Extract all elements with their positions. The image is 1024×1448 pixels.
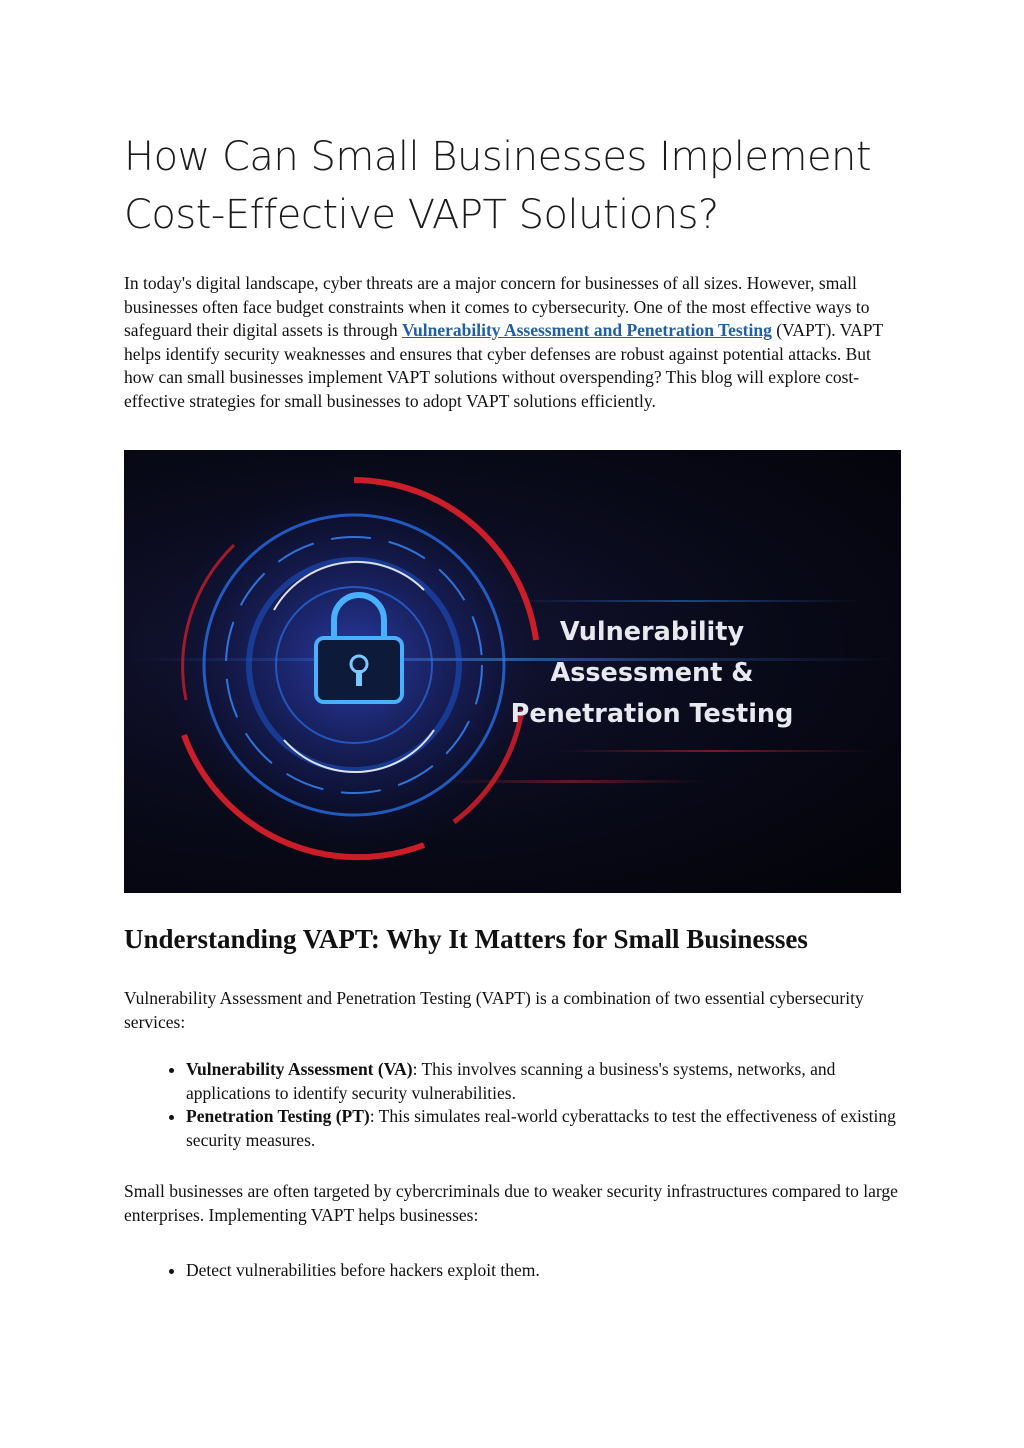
list-item-text: : This involves scanning a business's systems, networks, and applications to identify security vulnerabilities. [186, 1059, 836, 1103]
list-item [186, 1105, 904, 1152]
intro-text-after: (VAPT). VAPT helps identify security weaknesses and ensures that cyber defenses are robust against potential attacks. But how can small businesses implement VAPT solutions without overspending? This blog will explore cost-effective strategies for small businesses to adopt VAPT solutions efficiently. [124, 320, 883, 411]
vapt-link[interactable]: Vulnerability Assessment and Penetration Testing [402, 320, 772, 340]
section-heading: Understanding VAPT: Why It Matters for Small Businesses [124, 924, 808, 954]
section-paragraph-2: Small businesses are often targeted by cybercriminals due to weaker security infrastructures compared to large enterprises. Implementing VAPT helps businesses: [124, 1181, 898, 1225]
list-item-term: Vulnerability Assessment (VA) [186, 1059, 413, 1079]
list-item: • Detect vulnerabilities before hackers exploit them. [186, 1259, 904, 1283]
hero-caption-line1: Vulnerability [559, 617, 745, 647]
hero-image [124, 450, 901, 893]
list-item-text: : This simulates real-world cyberattacks to test the effectiveness of existing security measures. [186, 1106, 896, 1150]
hero-caption-line2: Assessment & [550, 658, 754, 688]
intro-text-before: In today's digital landscape, cyber threats are a major concern for businesses of all sizes. However, small businesses often face budget constraints when it comes to cybersecurity. One of the most effective ways to safeguard their digital assets is through [124, 273, 870, 340]
benefits-list [124, 1259, 904, 1283]
document-content [124, 128, 904, 1283]
list-item-term: Penetration Testing (PT) [186, 1106, 370, 1126]
services-list [124, 1058, 904, 1152]
hero-caption [502, 612, 802, 735]
page-title: How Can Small Businesses Implement Cost-Effective VAPT Solutions? [124, 134, 872, 238]
hero-caption-line3: Penetration Testing [510, 699, 794, 729]
list-item [186, 1058, 904, 1105]
intro-paragraph [124, 272, 904, 413]
section-paragraph: Vulnerability Assessment and Penetration Testing (VAPT) is a combination of two essential cybersecurity services: [124, 988, 864, 1032]
